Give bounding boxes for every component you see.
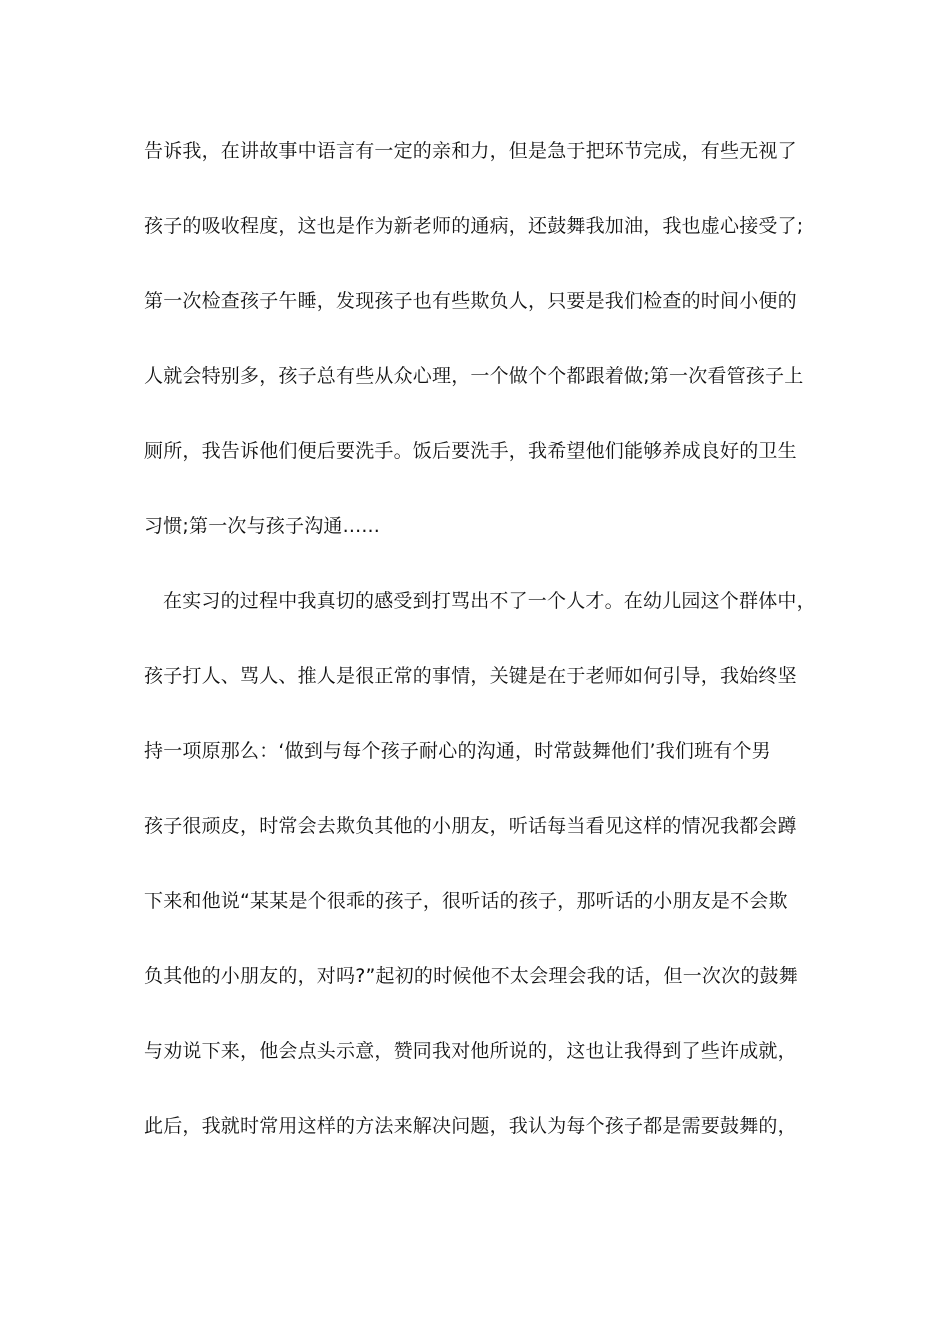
text-line: 第一次检查孩子午睡，发现孩子也有些欺负人，只要是我们检查的时间小便的 — [144, 290, 797, 312]
text-line: 与劝说下来，他会点头示意，赞同我对他所说的，这也让我得到了些许成就， — [144, 1040, 797, 1062]
body-text — [144, 131, 814, 1181]
text-line: 孩子打人、骂人、推人是很正常的事情，关键是在于老师如何引导，我始终坚 — [144, 665, 797, 687]
text-line: 厕所，我告诉他们便后要洗手。饭后要洗手，我希望他们能够养成良好的卫生 — [144, 440, 797, 462]
text-line: 孩子的吸收程度，这也是作为新老师的通病，还鼓舞我加油，我也虚心接受了; — [144, 215, 804, 237]
text-line: 负其他的小朋友的，对吗?”起初的时候他不太会理会我的话，但一次次的鼓舞 — [144, 965, 798, 987]
text-line: 习惯;第一次与孩子沟通...... — [144, 515, 381, 537]
text-line: 孩子很顽皮，时常会去欺负其他的小朋友，听话每当看见这样的情况我都会蹲 — [144, 815, 797, 837]
text-line: 人就会特别多，孩子总有些从众心理，一个做个个都跟着做;第一次看管孩子上 — [144, 365, 804, 387]
paragraph-first-line: 在实习的过程中我真切的感受到打骂出不了一个人才。在幼儿园这个群体中， — [163, 590, 816, 612]
text-line: 下来和他说“某某是个很乖的孩子，很听话的孩子，那听话的小朋友是不会欺 — [144, 890, 788, 912]
text-line: 此后，我就时常用这样的方法来解决问题，我认为每个孩子都是需要鼓舞的， — [144, 1115, 797, 1137]
text-line: 告诉我，在讲故事中语言有一定的亲和力，但是急于把环节完成，有些无视了 — [144, 140, 797, 162]
text-line: 持一项原那么：‘做到与每个孩子耐心的沟通，时常鼓舞他们’我们班有个男 — [144, 740, 771, 762]
